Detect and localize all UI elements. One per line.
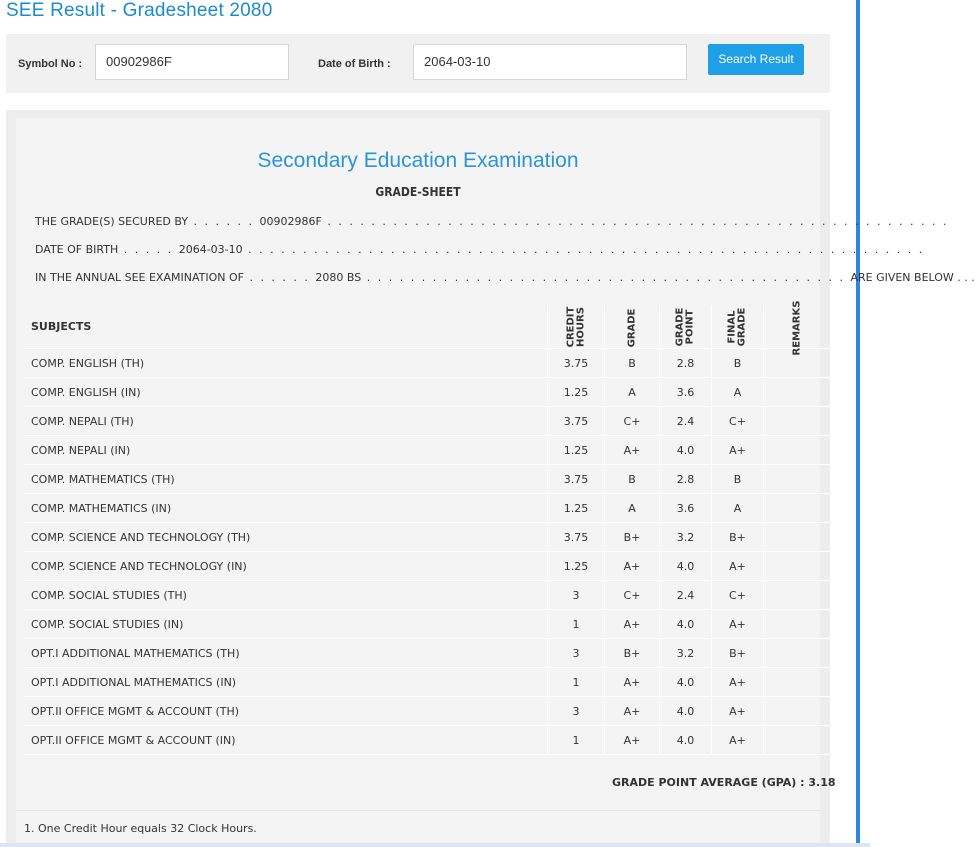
subject-cell: OPT.I ADDITIONAL MATHEMATICS (IN) xyxy=(24,668,548,697)
final-grade-cell: B xyxy=(712,349,764,378)
search-result-button[interactable]: Search Result xyxy=(708,44,804,75)
final-grade-cell: A+ xyxy=(712,552,764,581)
table-row xyxy=(24,378,832,407)
secured-by-prefix: THE GRADE(S) SECURED BY xyxy=(35,215,189,228)
final-grade-cell: B+ xyxy=(712,639,764,668)
exam-line: IN THE ANNUAL SEE EXAMINATION OF . . . . . . 2080 BS . . . . . . . . . . . . . . . . . . . . . . . . . . . . . . . . . . . . . . . . . . . . ARE GIVEN BELOW . . . xyxy=(35,271,975,284)
table-row xyxy=(24,523,832,552)
credit-hours-cell: 1 xyxy=(548,726,605,755)
grade-point-cell: 4.0 xyxy=(660,668,712,697)
credit-hours-cell: 3 xyxy=(548,639,605,668)
subject-cell: OPT.II OFFICE MGMT & ACCOUNT (TH) xyxy=(24,697,548,726)
credit-hours-cell: 3.75 xyxy=(548,349,605,378)
grade-point-cell: 4.0 xyxy=(660,610,712,639)
grade-cell: A+ xyxy=(605,436,660,465)
remarks-cell xyxy=(764,523,832,552)
grade-point-cell: 4.0 xyxy=(660,726,712,755)
header-grade: GRADE xyxy=(605,305,660,349)
right-border xyxy=(856,0,860,847)
final-grade-cell: C+ xyxy=(712,407,764,436)
credit-hours-cell: 3.75 xyxy=(548,465,605,494)
final-grade-cell: A xyxy=(712,378,764,407)
grade-cell: B+ xyxy=(605,523,660,552)
remarks-cell xyxy=(764,581,832,610)
subject-cell: COMP. ENGLISH (IN) xyxy=(24,378,548,407)
grade-cell: C+ xyxy=(605,581,660,610)
table-row xyxy=(24,610,832,639)
credit-hours-cell: 1 xyxy=(548,668,605,697)
page-title: SEE Result - Gradesheet 2080 xyxy=(6,0,273,21)
grade-cell: C+ xyxy=(605,407,660,436)
dob-input[interactable]: 2064-03-10 xyxy=(413,44,687,80)
remarks-cell xyxy=(764,552,832,581)
grade-cell: A xyxy=(605,494,660,523)
credit-hours-cell: 3 xyxy=(548,581,605,610)
table-row xyxy=(24,639,832,668)
final-grade-cell: A+ xyxy=(712,436,764,465)
subject-cell: COMP. NEPALI (IN) xyxy=(24,436,548,465)
dob-prefix: DATE OF BIRTH xyxy=(35,243,119,256)
final-grade-cell: A xyxy=(712,494,764,523)
gradesheet-title: GRADE-SHEET xyxy=(375,185,461,199)
grade-point-cell: 3.6 xyxy=(660,378,712,407)
grade-point-cell: 4.0 xyxy=(660,552,712,581)
grade-cell: A+ xyxy=(605,668,660,697)
remarks-cell xyxy=(764,726,832,755)
remarks-cell xyxy=(764,697,832,726)
symbol-input[interactable]: 00902986F xyxy=(95,44,289,80)
header-remarks: REMARKS xyxy=(764,305,832,349)
grade-cell: B xyxy=(605,349,660,378)
table-row xyxy=(24,581,832,610)
table-row xyxy=(24,668,832,697)
table-row xyxy=(24,552,832,581)
credit-hours-cell: 1.25 xyxy=(548,552,605,581)
grade-cell: A+ xyxy=(605,697,660,726)
credit-hours-cell: 1.25 xyxy=(548,494,605,523)
subject-cell: COMP. MATHEMATICS (IN) xyxy=(24,494,548,523)
final-grade-cell: A+ xyxy=(712,668,764,697)
exam-prefix: IN THE ANNUAL SEE EXAMINATION OF xyxy=(35,271,244,284)
subject-cell: COMP. SCIENCE AND TECHNOLOGY (IN) xyxy=(24,552,548,581)
grade-cell: A+ xyxy=(605,726,660,755)
dob-value: 2064-03-10 xyxy=(178,243,243,256)
header-subjects: SUBJECTS xyxy=(24,305,548,349)
grade-point-cell: 2.8 xyxy=(660,465,712,494)
grade-point-cell: 2.8 xyxy=(660,349,712,378)
final-grade-cell: A+ xyxy=(712,610,764,639)
subject-cell: COMP. SCIENCE AND TECHNOLOGY (TH) xyxy=(24,523,548,552)
grade-cell: B xyxy=(605,465,660,494)
final-grade-cell: C+ xyxy=(712,581,764,610)
grade-point-cell: 3.6 xyxy=(660,494,712,523)
credit-hours-cell: 3.75 xyxy=(548,407,605,436)
dob-line: DATE OF BIRTH . . . . . 2064-03-10 . . . . . . . . . . . . . . . . . . . . . . . . . . . . . . . . . . . . . . . . . . . . . . . . . . . . . . . . . . . . . . xyxy=(35,243,925,256)
bottom-border xyxy=(0,843,870,847)
exam-value: 2080 BS xyxy=(315,271,362,284)
grade-point-cell: 3.2 xyxy=(660,639,712,668)
grade-cell: A xyxy=(605,378,660,407)
final-grade-cell: A+ xyxy=(712,726,764,755)
grades-table xyxy=(24,300,832,755)
remarks-cell xyxy=(764,378,832,407)
final-grade-cell: B+ xyxy=(712,523,764,552)
credit-hours-cell: 3.75 xyxy=(548,523,605,552)
final-grade-cell: A+ xyxy=(712,697,764,726)
grade-point-cell: 3.2 xyxy=(660,523,712,552)
table-header-row xyxy=(24,305,832,349)
secured-by-value: 00902986F xyxy=(259,215,322,228)
grade-cell: A+ xyxy=(605,552,660,581)
grade-cell: B+ xyxy=(605,639,660,668)
exam-suffix: ARE GIVEN BELOW . . . xyxy=(850,271,975,284)
remarks-cell xyxy=(764,494,832,523)
grade-point-cell: 4.0 xyxy=(660,436,712,465)
credit-hours-cell: 1.25 xyxy=(548,378,605,407)
credit-hours-cell: 1 xyxy=(548,610,605,639)
header-grade-point: GRADE POINT xyxy=(660,305,712,349)
credit-hours-cell: 1.25 xyxy=(548,436,605,465)
table-row xyxy=(24,465,832,494)
subject-cell: COMP. SOCIAL STUDIES (TH) xyxy=(24,581,548,610)
gpa-summary: GRADE POINT AVERAGE (GPA) : 3.18 xyxy=(612,776,836,789)
table-row xyxy=(24,697,832,726)
subject-cell: COMP. NEPALI (TH) xyxy=(24,407,548,436)
credit-hours-cell: 3 xyxy=(548,697,605,726)
symbol-label: Symbol No : xyxy=(18,58,83,70)
table-row xyxy=(24,349,832,378)
subject-cell: OPT.II OFFICE MGMT & ACCOUNT (IN) xyxy=(24,726,548,755)
divider xyxy=(16,810,820,811)
grade-point-cell: 2.4 xyxy=(660,581,712,610)
table-row xyxy=(24,494,832,523)
exam-title: Secondary Education Examination xyxy=(257,149,579,172)
table-row xyxy=(24,436,832,465)
secured-by-line: THE GRADE(S) SECURED BY . . . . . . 00902986F . . . . . . . . . . . . . . . . . . . . . . . . . . . . . . . . . . . . . . . . . . . . . . . . . . . . . . . . . xyxy=(35,215,949,228)
table-row xyxy=(24,726,832,755)
remarks-cell xyxy=(764,610,832,639)
subject-cell: COMP. MATHEMATICS (TH) xyxy=(24,465,548,494)
header-final-grade: FINAL GRADE xyxy=(712,305,764,349)
remarks-cell xyxy=(764,465,832,494)
subject-cell: OPT.I ADDITIONAL MATHEMATICS (TH) xyxy=(24,639,548,668)
grade-cell: A+ xyxy=(605,610,660,639)
subject-cell: COMP. SOCIAL STUDIES (IN) xyxy=(24,610,548,639)
remarks-cell xyxy=(764,639,832,668)
remarks-cell xyxy=(764,668,832,697)
table-row xyxy=(24,407,832,436)
footnote: 1. One Credit Hour equals 32 Clock Hours. xyxy=(24,822,257,835)
grade-point-cell: 2.4 xyxy=(660,407,712,436)
subject-cell: COMP. ENGLISH (TH) xyxy=(24,349,548,378)
remarks-cell xyxy=(764,407,832,436)
dob-label: Date of Birth : xyxy=(318,58,391,70)
remarks-cell xyxy=(764,436,832,465)
final-grade-cell: B xyxy=(712,465,764,494)
grade-point-cell: 4.0 xyxy=(660,697,712,726)
header-credit-hours: CREDIT HOURS xyxy=(548,305,605,349)
